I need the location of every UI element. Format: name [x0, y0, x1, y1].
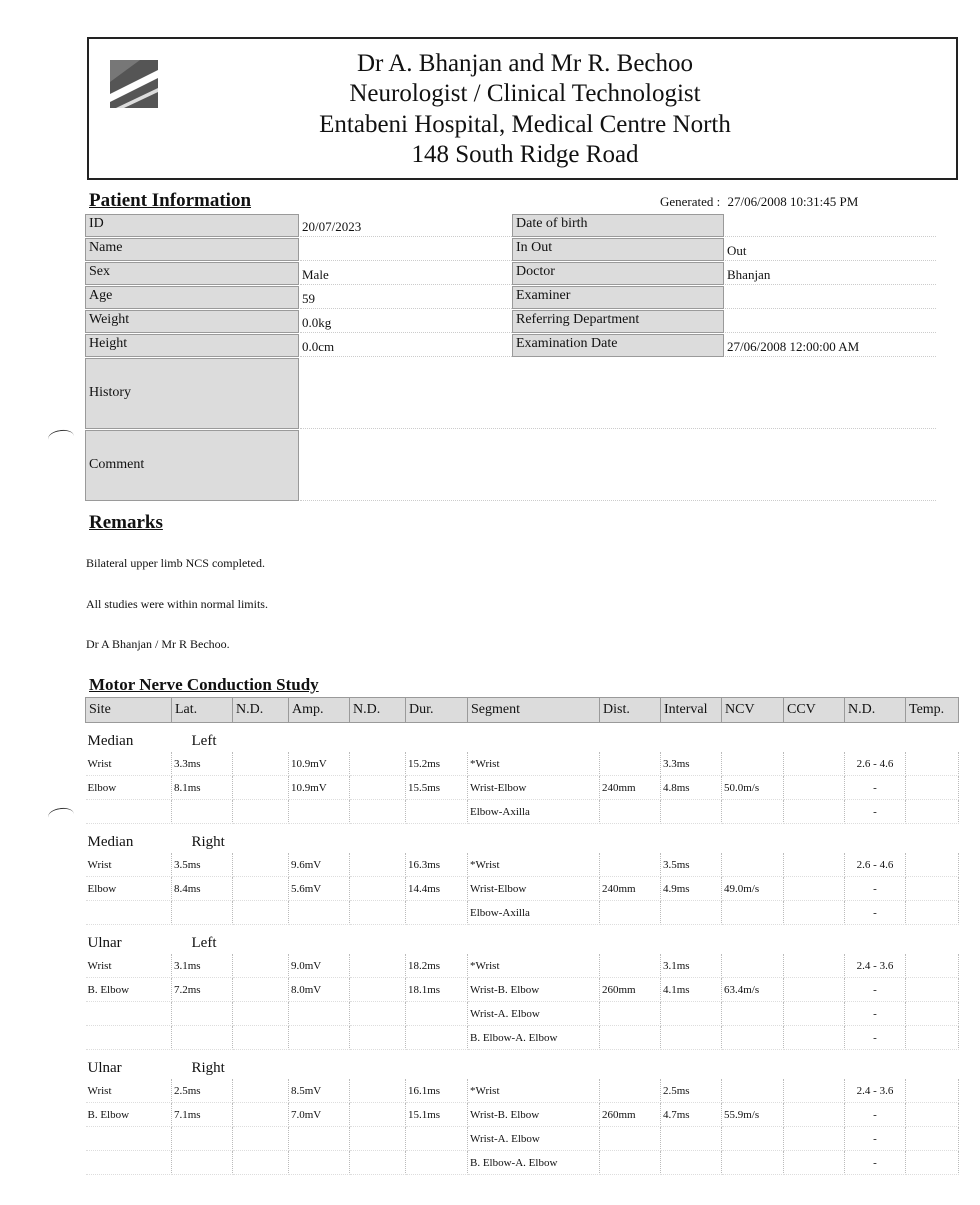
table-cell — [661, 1127, 722, 1151]
table-cell — [86, 1127, 172, 1151]
patient-field-label: Weight — [85, 310, 299, 333]
table-cell: 18.2ms — [406, 954, 468, 978]
column-header: Dur. — [406, 698, 468, 723]
patient-field-label: Sex — [85, 262, 299, 285]
table-cell — [906, 1103, 959, 1127]
patient-field-value: 59 — [300, 286, 512, 309]
table-cell: - — [845, 776, 906, 800]
table-cell: - — [845, 877, 906, 901]
table-cell: 9.6mV — [289, 853, 350, 877]
table-cell — [906, 853, 959, 877]
table-cell: 2.4 - 3.6 — [845, 1079, 906, 1103]
header-hospital: Entabeni Hospital, Medical Centre North — [319, 111, 731, 138]
table-cell — [906, 1079, 959, 1103]
table-cell — [784, 1002, 845, 1026]
table-cell: 2.5ms — [661, 1079, 722, 1103]
table-cell: B. Elbow-A. Elbow — [468, 1026, 600, 1050]
table-cell — [784, 1151, 845, 1175]
table-cell — [172, 1026, 233, 1050]
table-cell — [233, 800, 289, 824]
patient-field-value: Bhanjan — [725, 262, 936, 285]
table-cell — [86, 1002, 172, 1026]
table-cell — [722, 1026, 784, 1050]
table-cell — [722, 901, 784, 925]
table-cell — [784, 1127, 845, 1151]
table-row — [86, 1151, 959, 1175]
nerve-group-row — [86, 1050, 959, 1080]
table-cell: Elbow-Axilla — [468, 800, 600, 824]
table-row — [86, 901, 959, 925]
nerve-group-row — [86, 824, 959, 854]
table-cell — [233, 1026, 289, 1050]
table-cell: 240mm — [600, 877, 661, 901]
table-cell — [906, 1127, 959, 1151]
table-cell: 7.0mV — [289, 1103, 350, 1127]
nerve-side: Right — [191, 834, 225, 850]
table-cell: 8.5mV — [289, 1079, 350, 1103]
table-cell: 2.6 - 4.6 — [845, 752, 906, 776]
table-cell — [233, 954, 289, 978]
remark-line: Dr A Bhanjan / Mr R Bechoo. — [86, 637, 230, 651]
table-cell — [784, 1079, 845, 1103]
table-cell — [289, 1151, 350, 1175]
history-label: History — [85, 358, 299, 429]
generated-value: 27/06/2008 10:31:45 PM — [727, 194, 859, 209]
table-cell — [661, 800, 722, 824]
table-cell: 260mm — [600, 978, 661, 1002]
table-row — [86, 877, 959, 901]
table-cell — [406, 1151, 468, 1175]
patient-field-label: Doctor — [512, 262, 724, 285]
table-cell — [722, 853, 784, 877]
table-cell: - — [845, 1002, 906, 1026]
table-cell: - — [845, 1127, 906, 1151]
table-row — [86, 978, 959, 1002]
generated-label: Generated : — [660, 194, 721, 209]
table-cell — [350, 954, 406, 978]
table-cell — [906, 978, 959, 1002]
table-cell — [233, 853, 289, 877]
table-cell: Wrist-Elbow — [468, 776, 600, 800]
column-header: Lat. — [172, 698, 233, 723]
table-cell: 49.0m/s — [722, 877, 784, 901]
table-row — [86, 954, 959, 978]
table-cell — [233, 776, 289, 800]
table-cell — [289, 1127, 350, 1151]
table-cell — [784, 1026, 845, 1050]
header-address: 148 South Ridge Road — [411, 141, 639, 168]
table-cell: - — [845, 901, 906, 925]
column-header: N.D. — [233, 698, 289, 723]
table-cell — [233, 1127, 289, 1151]
column-header: Interval — [661, 698, 722, 723]
remark-line: Bilateral upper limb NCS completed. — [86, 556, 265, 570]
column-header: Temp. — [906, 698, 959, 723]
table-cell: 3.5ms — [661, 853, 722, 877]
table-cell: 5.6mV — [289, 877, 350, 901]
table-cell — [722, 752, 784, 776]
table-cell — [661, 1002, 722, 1026]
punch-mark — [47, 428, 75, 446]
history-value — [300, 358, 936, 429]
column-header: Segment — [468, 698, 600, 723]
table-cell: 15.1ms — [406, 1103, 468, 1127]
table-cell: B. Elbow — [86, 978, 172, 1002]
comment-label: Comment — [85, 430, 299, 501]
table-cell: *Wrist — [468, 954, 600, 978]
patient-field-label: Examination Date — [512, 334, 724, 357]
patient-field-value — [725, 286, 936, 309]
table-cell — [86, 800, 172, 824]
table-cell: Wrist-Elbow — [468, 877, 600, 901]
patient-field-label: Age — [85, 286, 299, 309]
table-cell: 15.2ms — [406, 752, 468, 776]
table-cell — [406, 1026, 468, 1050]
table-cell — [722, 1002, 784, 1026]
table-cell — [600, 1079, 661, 1103]
table-cell — [600, 800, 661, 824]
table-cell: Wrist — [86, 752, 172, 776]
table-cell: Wrist — [86, 853, 172, 877]
table-cell: 10.9mV — [289, 776, 350, 800]
table-cell — [172, 1127, 233, 1151]
table-cell: 10.9mV — [289, 752, 350, 776]
table-cell — [172, 1151, 233, 1175]
table-cell — [784, 1103, 845, 1127]
table-cell — [906, 1026, 959, 1050]
patient-field-value: 0.0cm — [300, 334, 512, 357]
table-cell — [350, 1151, 406, 1175]
table-cell: 3.1ms — [661, 954, 722, 978]
table-cell — [906, 752, 959, 776]
table-cell — [600, 1026, 661, 1050]
table-cell — [233, 752, 289, 776]
table-cell: Wrist-B. Elbow — [468, 1103, 600, 1127]
table-cell: 18.1ms — [406, 978, 468, 1002]
table-cell: 16.1ms — [406, 1079, 468, 1103]
table-cell — [906, 901, 959, 925]
table-cell — [600, 1002, 661, 1026]
table-cell — [906, 1002, 959, 1026]
remarks-title: Remarks — [89, 512, 163, 533]
table-row — [86, 1002, 959, 1026]
column-header: NCV — [722, 698, 784, 723]
table-cell: 7.1ms — [172, 1103, 233, 1127]
nerve-side: Left — [191, 733, 217, 749]
table-cell — [661, 901, 722, 925]
table-cell — [784, 752, 845, 776]
table-cell — [289, 901, 350, 925]
patient-field-value: 27/06/2008 12:00:00 AM — [725, 334, 936, 357]
table-cell — [350, 776, 406, 800]
table-cell: 50.0m/s — [722, 776, 784, 800]
table-cell — [350, 1103, 406, 1127]
table-cell: 3.3ms — [172, 752, 233, 776]
table-cell: B. Elbow — [86, 1103, 172, 1127]
patient-field-label: Height — [85, 334, 299, 357]
mncs-table — [85, 697, 959, 1175]
table-cell — [722, 1127, 784, 1151]
table-cell — [233, 1151, 289, 1175]
table-cell — [600, 954, 661, 978]
table-row — [86, 752, 959, 776]
table-cell: 16.3ms — [406, 853, 468, 877]
table-cell: - — [845, 800, 906, 824]
table-header-row — [86, 698, 959, 723]
table-cell: - — [845, 1103, 906, 1127]
table-cell — [784, 978, 845, 1002]
table-cell — [600, 752, 661, 776]
table-cell — [350, 877, 406, 901]
table-cell — [600, 853, 661, 877]
table-cell: 8.0mV — [289, 978, 350, 1002]
table-cell: Wrist — [86, 1079, 172, 1103]
nerve-group-row — [86, 723, 959, 753]
table-cell — [172, 1002, 233, 1026]
nerve-side: Left — [191, 935, 217, 951]
patient-field-value: Out — [725, 238, 936, 261]
table-cell: 2.6 - 4.6 — [845, 853, 906, 877]
table-cell — [289, 1026, 350, 1050]
table-cell: 63.4m/s — [722, 978, 784, 1002]
table-row — [86, 1103, 959, 1127]
table-cell — [233, 901, 289, 925]
table-cell — [600, 1151, 661, 1175]
column-header: Dist. — [600, 698, 661, 723]
table-cell: 4.7ms — [661, 1103, 722, 1127]
table-cell — [350, 800, 406, 824]
column-header: Amp. — [289, 698, 350, 723]
table-cell — [906, 877, 959, 901]
table-cell — [406, 1127, 468, 1151]
table-cell: 240mm — [600, 776, 661, 800]
table-cell: Wrist-A. Elbow — [468, 1127, 600, 1151]
patient-field-value — [725, 214, 936, 237]
nerve-side: Right — [191, 1060, 225, 1076]
column-header: N.D. — [845, 698, 906, 723]
table-cell — [172, 800, 233, 824]
table-cell: Elbow — [86, 877, 172, 901]
header-doctors: Dr A. Bhanjan and Mr R. Bechoo — [356, 50, 694, 77]
table-cell — [784, 853, 845, 877]
patient-field-value — [725, 310, 936, 333]
table-cell — [233, 1079, 289, 1103]
table-cell: - — [845, 978, 906, 1002]
table-cell — [784, 901, 845, 925]
table-cell — [350, 752, 406, 776]
patient-field-label: Examiner — [512, 286, 724, 309]
table-cell — [906, 954, 959, 978]
table-cell — [784, 776, 845, 800]
table-cell — [722, 800, 784, 824]
patient-field-value — [300, 238, 512, 261]
patient-field-value: 20/07/2023 — [300, 214, 512, 237]
table-cell — [233, 877, 289, 901]
patient-field-label: Referring Department — [512, 310, 724, 333]
table-cell — [233, 1103, 289, 1127]
table-cell — [661, 1151, 722, 1175]
table-cell — [784, 800, 845, 824]
table-cell — [86, 1151, 172, 1175]
nerve-name: Ulnar — [87, 935, 122, 951]
table-cell — [722, 954, 784, 978]
table-row — [86, 1026, 959, 1050]
patient-field-label: Name — [85, 238, 299, 261]
table-cell — [233, 978, 289, 1002]
table-cell — [350, 1026, 406, 1050]
table-cell: *Wrist — [468, 752, 600, 776]
table-cell — [600, 901, 661, 925]
table-cell: *Wrist — [468, 1079, 600, 1103]
column-header: CCV — [784, 698, 845, 723]
table-cell — [722, 1079, 784, 1103]
table-cell — [600, 1127, 661, 1151]
table-cell: *Wrist — [468, 853, 600, 877]
table-cell: Elbow-Axilla — [468, 901, 600, 925]
table-cell — [350, 853, 406, 877]
table-cell: - — [845, 1026, 906, 1050]
table-cell: 2.4 - 3.6 — [845, 954, 906, 978]
table-cell — [784, 877, 845, 901]
patient-field-label: In Out — [512, 238, 724, 261]
table-cell: 2.5ms — [172, 1079, 233, 1103]
punch-mark — [47, 806, 75, 824]
table-cell: - — [845, 1151, 906, 1175]
table-cell — [350, 978, 406, 1002]
table-cell: Wrist-A. Elbow — [468, 1002, 600, 1026]
table-cell — [406, 1002, 468, 1026]
table-cell: 8.1ms — [172, 776, 233, 800]
table-row — [86, 1127, 959, 1151]
table-cell: Wrist — [86, 954, 172, 978]
patient-field-label: ID — [85, 214, 299, 237]
table-cell — [350, 901, 406, 925]
patient-field-value: Male — [300, 262, 512, 285]
table-row — [86, 776, 959, 800]
table-row — [86, 853, 959, 877]
table-cell — [86, 1026, 172, 1050]
table-cell — [289, 800, 350, 824]
table-cell — [661, 1026, 722, 1050]
column-header: Site — [86, 698, 172, 723]
table-cell: 260mm — [600, 1103, 661, 1127]
table-cell: 55.9m/s — [722, 1103, 784, 1127]
table-cell — [906, 800, 959, 824]
table-row — [86, 800, 959, 824]
nerve-group-row — [86, 925, 959, 955]
table-cell — [406, 901, 468, 925]
table-cell — [722, 1151, 784, 1175]
comment-value — [300, 430, 936, 501]
table-cell — [86, 901, 172, 925]
table-cell — [350, 1079, 406, 1103]
table-cell: 14.4ms — [406, 877, 468, 901]
table-row — [86, 1079, 959, 1103]
remark-line: All studies were within normal limits. — [86, 597, 268, 611]
table-cell: Elbow — [86, 776, 172, 800]
nerve-name: Median — [87, 733, 134, 749]
table-cell: 9.0mV — [289, 954, 350, 978]
table-cell: 4.8ms — [661, 776, 722, 800]
table-cell: 3.1ms — [172, 954, 233, 978]
table-cell: 7.2ms — [172, 978, 233, 1002]
generated-timestamp — [656, 194, 858, 210]
table-cell — [350, 1002, 406, 1026]
table-cell — [784, 954, 845, 978]
table-cell — [406, 800, 468, 824]
table-cell — [233, 1002, 289, 1026]
table-cell: B. Elbow-A. Elbow — [468, 1151, 600, 1175]
table-cell: 3.3ms — [661, 752, 722, 776]
patient-field-value: 0.0kg — [300, 310, 512, 333]
table-cell — [906, 1151, 959, 1175]
patient-field-label: Date of birth — [512, 214, 724, 237]
patient-info-title: Patient Information — [89, 190, 252, 211]
table-cell: 8.4ms — [172, 877, 233, 901]
table-cell: Wrist-B. Elbow — [468, 978, 600, 1002]
mncs-title: Motor Nerve Conduction Study — [89, 675, 319, 694]
column-header: N.D. — [350, 698, 406, 723]
table-cell: 3.5ms — [172, 853, 233, 877]
table-cell: 4.1ms — [661, 978, 722, 1002]
table-cell — [172, 901, 233, 925]
table-cell — [289, 1002, 350, 1026]
table-cell: 4.9ms — [661, 877, 722, 901]
table-cell: 15.5ms — [406, 776, 468, 800]
nerve-name: Ulnar — [87, 1060, 122, 1076]
header-titles: Neurologist / Clinical Technologist — [349, 80, 701, 107]
nerve-name: Median — [87, 834, 134, 850]
table-cell — [906, 776, 959, 800]
table-cell — [350, 1127, 406, 1151]
